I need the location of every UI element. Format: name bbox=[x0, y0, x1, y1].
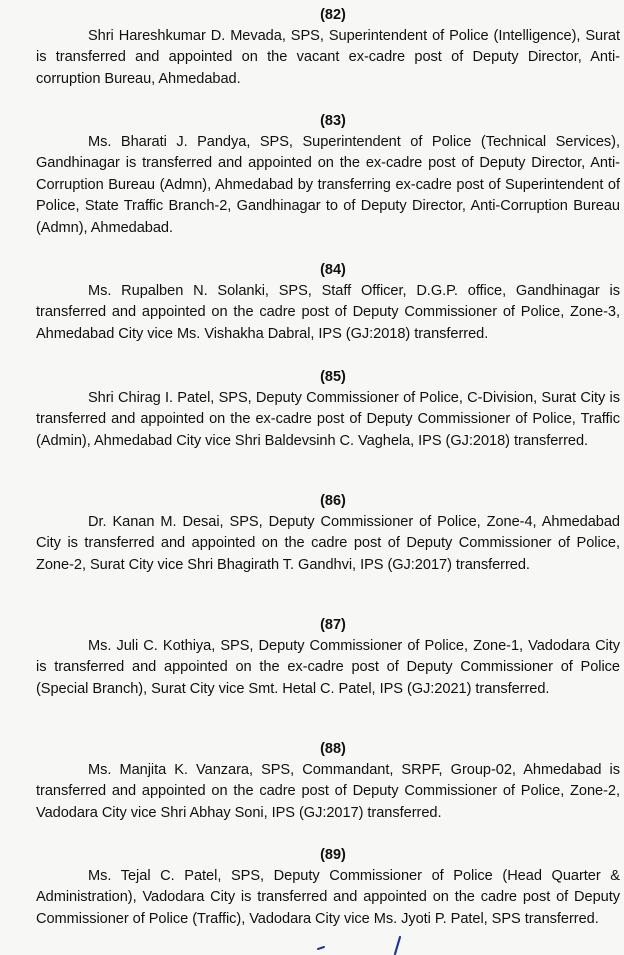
entry-number: (83) bbox=[320, 113, 346, 129]
order-entry-89 bbox=[36, 846, 620, 930]
signature-ink-mark bbox=[300, 935, 420, 955]
entry-number: (85) bbox=[320, 369, 346, 385]
entry-text: Ms. Rupalben N. Solanki, SPS, Staff Officer, D.G.P. office, Gandhinagar is transferred and appointed on the cadre post of Deputy Commissioner of Police, Zone-3, Ahmedabad City vice Ms. Vishakha Dabral, IPS (GJ:2018) transferred. bbox=[36, 283, 620, 342]
order-entry-82 bbox=[36, 6, 620, 90]
entry-text: Ms. Bharati J. Pandya, SPS, Superintendent of Police (Technical Services), Gandhinagar is transferred and appointed on the ex-cadre post of Deputy Director, Anti-Corruption Bureau (Admn), Ahmedabad by transferring ex-cadre post of Superintendent of Police, State Traffic Branch-2, Gandhinagar to of Deputy Director, Anti-Corruption Bureau (Admn), Ahmedabad. bbox=[36, 134, 620, 236]
order-entry-84 bbox=[36, 261, 620, 345]
order-entry-86 bbox=[36, 492, 620, 576]
entry-text: Dr. Kanan M. Desai, SPS, Deputy Commissioner of Police, Zone-4, Ahmedabad City is transferred and appointed on the cadre post of Deputy Commissioner of Police, Zone-2, Surat City vice Shri Bhagirath T. Gandhvi, IPS (GJ:2017) transferred. bbox=[36, 514, 620, 573]
entry-number: (86) bbox=[320, 493, 346, 509]
entry-number: (87) bbox=[320, 617, 346, 633]
entry-number: (82) bbox=[320, 7, 346, 23]
entry-text: Shri Hareshkumar D. Mevada, SPS, Superintendent of Police (Intelligence), Surat is transferred and appointed on the vacant ex-cadre post of Deputy Director, Anti-corruption Bureau, Ahmedabad. bbox=[36, 28, 620, 87]
order-entry-85 bbox=[36, 368, 620, 452]
entry-number: (88) bbox=[320, 741, 346, 757]
entry-number: (89) bbox=[320, 847, 346, 863]
entry-text: Ms. Manjita K. Vanzara, SPS, Commandant, SRPF, Group-02, Ahmedabad is transferred and appointed on the cadre post of Deputy Commissioner of Police, Zone-2, Vadodara City vice Shri Abhay Soni, IPS (GJ:2017) transferred. bbox=[36, 762, 620, 821]
entry-number: (84) bbox=[320, 262, 346, 278]
entry-text: Shri Chirag I. Patel, SPS, Deputy Commissioner of Police, C-Division, Surat City is transferred and appointed on the ex-cadre post of Deputy Commissioner of Police, Traffic (Admin), Ahmedabad City vice Shri Baldevsinh C. Vaghela, IPS (GJ:2018) transferred. bbox=[36, 390, 620, 449]
entry-text: Ms. Tejal C. Patel, SPS, Deputy Commissioner of Police (Head Quarter & Administration), Vadodara City is transferred and appointed on the cadre post of Deputy Commissioner of Police (Traffic), Vadodara City vice Ms. Jyoti P. Patel, SPS transferred. bbox=[36, 868, 620, 927]
entry-text: Ms. Juli C. Kothiya, SPS, Deputy Commissioner of Police, Zone-1, Vadodara City is transferred and appointed on the ex-cadre post of Deputy Commissioner of Police (Special Branch), Surat City vice Smt. Hetal C. Patel, IPS (GJ:2021) transferred. bbox=[36, 638, 620, 697]
order-entry-88 bbox=[36, 740, 620, 824]
order-entry-87 bbox=[36, 616, 620, 700]
order-entry-83 bbox=[36, 112, 620, 239]
